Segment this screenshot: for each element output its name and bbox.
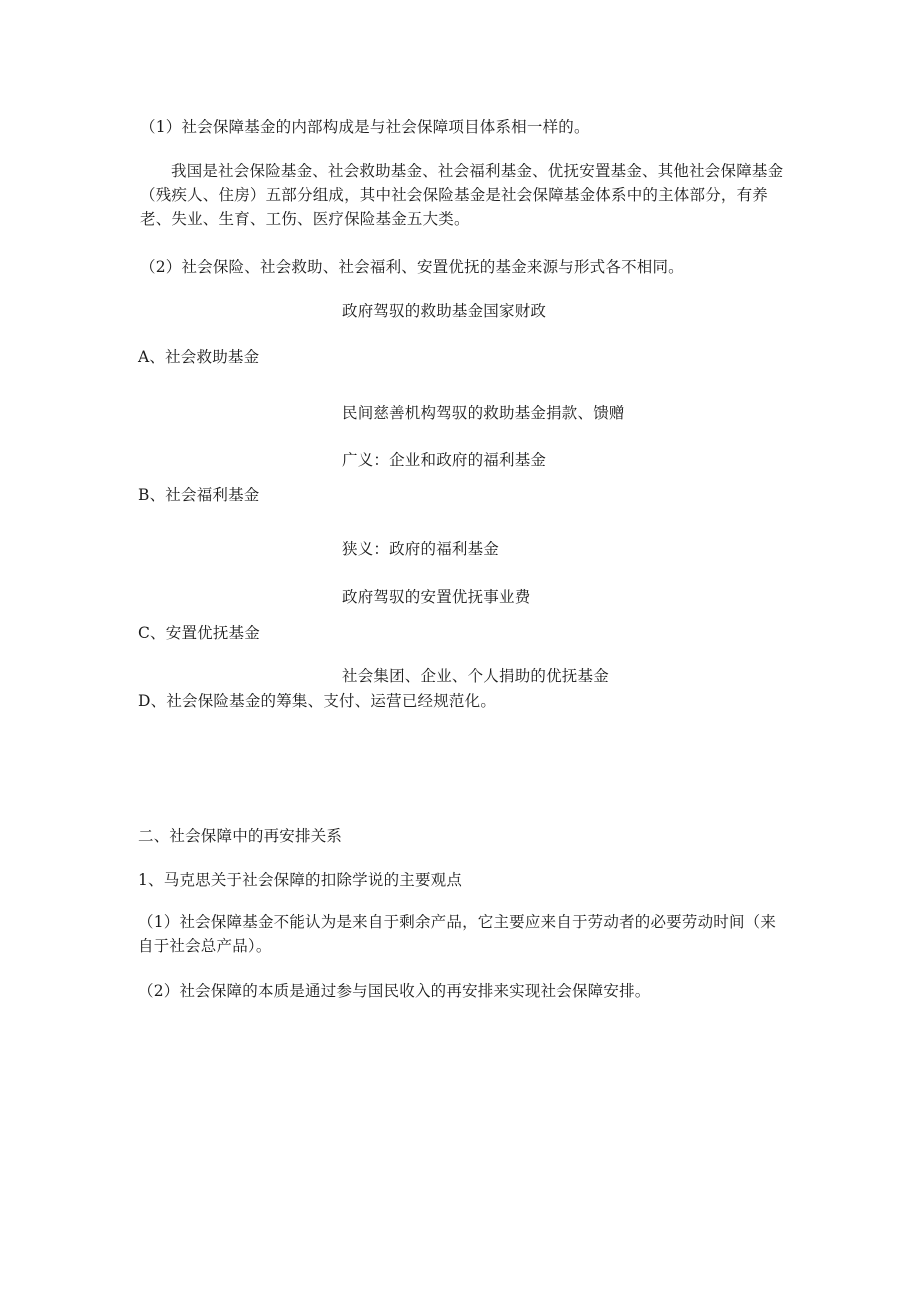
social-insurance-label: D、社会保险基金的筹集、支付、运营已经规范化。: [138, 692, 497, 710]
section2-subtitle: 1、马克思关于社会保障的扣除学说的主要观点: [138, 871, 463, 889]
section2-point1: （1）社会保障基金不能认为是来自于剩余产品，它主要应来自于劳动者的必要劳动时间（来自于社会总产品）。: [138, 913, 777, 955]
item1-paragraph: 我国是社会保险基金、社会救助基金、社会福利基金、优抚安置基金、其他社会保障基金（残疾人、住房）五部分组成，其中社会保险基金是社会保障基金体系中的主体部分，有养老、失业、生育、工伤、医疗保险基金五大类。: [140, 162, 784, 228]
social-assistance-label: A、社会救助基金: [138, 348, 260, 366]
resettlement-label: C、安置优抚基金: [138, 624, 260, 642]
resettlement-gov-fund: 政府驾驭的安置优抚事业费: [342, 588, 531, 606]
section2-point2: （2）社会保障的本质是通过参与国民收入的再安排来实现社会保障安排。: [138, 982, 651, 1000]
item2-heading: （2）社会保险、社会救助、社会福利、安置优抚的基金来源与形式各不相同。: [140, 258, 684, 276]
social-welfare-narrow: 狭义：政府的福利基金: [342, 540, 500, 558]
item1-heading: （1）社会保障基金的内部构成是与社会保障项目体系相一样的。: [140, 118, 590, 136]
resettlement-donation-fund: 社会集团、企业、个人捐助的优抚基金: [342, 667, 609, 685]
social-assistance-private-fund: 民间慈善机构驾驭的救助基金捐款、馈赠: [342, 404, 625, 422]
social-assistance-gov-fund: 政府驾驭的救助基金国家财政: [342, 302, 547, 320]
social-welfare-label: B、社会福利基金: [138, 486, 260, 504]
section2-title: 二、社会保障中的再安排关系: [138, 827, 343, 845]
social-welfare-broad: 广义：企业和政府的福利基金: [342, 451, 547, 469]
